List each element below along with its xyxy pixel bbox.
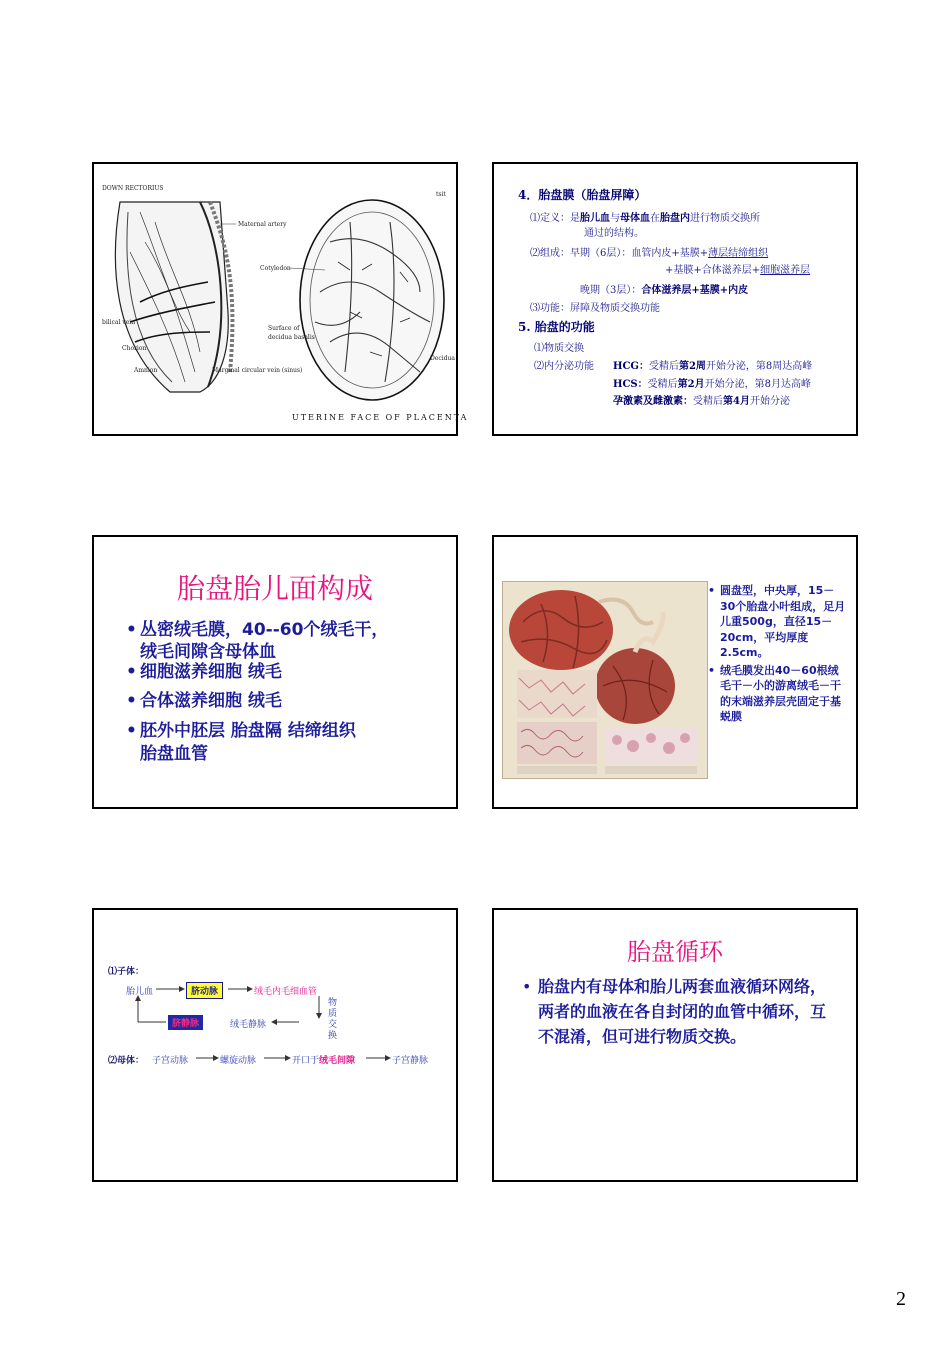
hcg-line: HCG：受精后第2周开始分泌，第8周达高峰 [613,361,813,372]
label-top-left: DOWN RECTORIUS [102,185,164,192]
slide-title-fetal-surface: 胎盘胎儿面构成 [176,572,373,605]
spiral-artery: 螺旋动脉 [220,1056,257,1066]
slide-fetal-surface [92,535,458,809]
placenta-description [708,583,846,727]
placenta-photo [502,581,708,779]
bullet-dot: • [522,977,532,996]
function-item-2: ⑵内分泌功能 [534,361,594,372]
label-tip: tsit [436,191,446,198]
composition-early-line-1: ⑵组成：早期（6层）：血管内皮+基膜+薄层结缔组织 [530,248,769,259]
fetal-label: ⑴子体： [108,967,145,977]
villus-vein: 绒毛静脉 [230,1020,267,1030]
bullet-villi: • 绒毛膜发出40－60根绒毛干－小的游离绒毛－干的末端滋养层壳固定于基蜕膜 [708,663,841,723]
bullet-3: • 合体滋养细胞 绒毛 [126,691,282,711]
label-chorion: Chorion [122,345,147,352]
fetal-blood: 胎儿血 [126,987,154,997]
uterine-artery: 子宫动脉 [152,1056,189,1066]
label-umbilical-vein: bilical vein [102,319,136,326]
maternal-label: ⑵母体： [108,1056,145,1066]
section-title-placental-membrane: 4．胎盘膜（胎盘屏障） [518,188,647,202]
label-maternal-artery: Maternal artery [238,221,287,228]
bullet-2: • 细胞滋养细胞 绒毛 [126,662,282,682]
function-item-1: ⑴物质交换 [534,343,584,354]
definition-line-2: 通过的结构。 [584,228,644,239]
page-number: 2 [896,1288,906,1310]
bullet-1-cont: 绒毛间隙含母体血 [140,642,276,662]
composition-late: 晚期（3层）：合体滋养层+基膜+内皮 [580,285,749,296]
slide-placental-circulation [492,908,858,1182]
slide-title-placental-circulation: 胎盘循环 [627,938,723,966]
open-into: 开口于绒毛间隙 [292,1056,356,1066]
definition-line-1: ⑴定义：是胎儿血与母体血在胎盘内进行物质交换所 [530,213,760,224]
hcs-line: HCS：受精后第2月开始分泌，第8月达高峰 [613,379,811,390]
bullet-4-cont: 胎盘血管 [140,744,208,764]
uterine-vein: 子宫静脉 [392,1056,429,1066]
umbilical-artery-tag: 脐动脉 [186,982,223,999]
label-decidua: Decidua [430,355,455,362]
label-amnion: Amnion [134,367,158,374]
slide-placenta-illustration [92,162,469,436]
circulation-description: 胎盘内有母体和胎儿两套血液循环网络，两者的血液在各自封闭的血管中循环，互不混淆，但可进行物质交换。 [538,977,827,1046]
bullet-shape: • 圆盘型，中央厚，15－30个胎盘小叶组成，足月儿重500g，直径15－20cm，平均厚度2.5cm。 [708,584,846,659]
label-decidua-basalis: decidua basalis [268,334,315,341]
section-title-placenta-function: 5. 胎盘的功能 [518,320,595,334]
slide-circulation-diagram [92,908,458,1182]
label-marginal-vein: Marginal circular vein (sinus) [212,367,303,374]
label-cotyledon: Cotyledon [260,265,291,272]
villus-capillary: 绒毛内毛细血管 [254,987,318,997]
function-line: ⑶功能：屏障及物质交换功能 [530,303,660,314]
slide-placental-membrane [492,162,858,436]
umbilical-vein-tag: 脐静脉 [168,1015,203,1030]
slide-placenta-shape [492,535,858,809]
bullet-4: • 胚外中胚层 胎盘隔 结缔组织 [126,721,356,741]
circulation-arrows [94,910,460,1184]
label-surface: Surface of [268,325,300,332]
bullet-1: • 丛密绒毛膜，40--60个绒毛干， [126,620,389,640]
composition-early-line-2: +基膜+合体滋养层+细胞滋养层 [665,265,811,276]
placenta-illustration [100,182,469,422]
material-exchange-label: 物 质 交 换 [328,998,338,1041]
illustration-caption: UTERINE FACE OF PLACENTA [292,413,469,422]
hormone-line: 孕激素及雌激素：受精后第4月开始分泌 [613,396,790,407]
